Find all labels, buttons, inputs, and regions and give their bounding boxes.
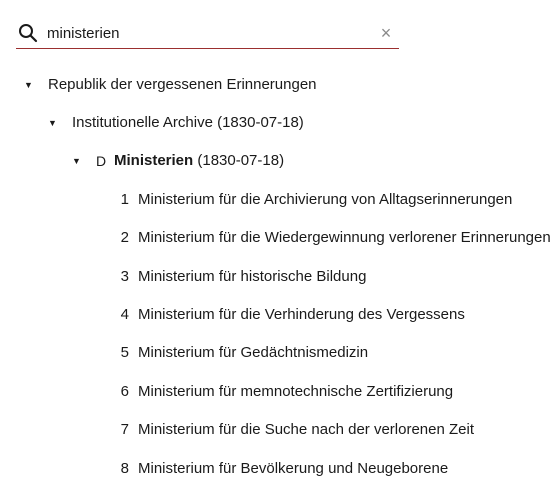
item-label: Ministerium für die Verhinderung des Vergessens [138, 306, 465, 323]
tree-node-label: Republik der vergessenen Erinnerungen [48, 76, 317, 93]
item-label: Ministerium für Gedächtnismedizin [138, 344, 369, 361]
item-number: 4 [120, 306, 129, 323]
search-input[interactable] [47, 21, 367, 45]
section-date: (1830-07-18) [197, 152, 285, 169]
clear-search-icon[interactable]: × [380, 23, 392, 43]
section-marker: D [96, 153, 107, 169]
item-label: Ministerium für historische Bildung [138, 268, 367, 285]
list-item[interactable] [0, 411, 474, 449]
item-label: Ministerium für Bevölkerung und Neugeborene [138, 460, 449, 477]
item-number: 6 [120, 383, 129, 400]
list-item[interactable] [0, 258, 416, 296]
item-number: 3 [120, 268, 129, 285]
caret-down-icon[interactable]: ▼ [48, 118, 57, 128]
tree-node-section[interactable] [0, 142, 416, 180]
item-label: Ministerium für die Suche nach der verlorenen Zeit [138, 421, 474, 438]
tree-node-group[interactable] [0, 104, 416, 142]
caret-down-icon[interactable]: ▼ [72, 156, 81, 166]
item-label: Ministerium für die Archivierung von Alltagserinnerungen [138, 191, 513, 208]
caret-down-icon[interactable]: ▼ [24, 80, 33, 90]
list-item[interactable] [0, 296, 465, 334]
list-item[interactable] [0, 450, 449, 488]
item-number: 2 [120, 229, 129, 246]
item-number: 1 [120, 191, 129, 208]
list-item[interactable] [0, 181, 513, 219]
section-label [114, 142, 284, 180]
search-icon [18, 23, 38, 43]
item-number: 5 [120, 344, 129, 361]
list-item[interactable] [0, 219, 551, 257]
item-label: Ministerium für memnotechnische Zertifizierung [138, 383, 454, 400]
section-title: Ministerien [114, 152, 194, 169]
list-item[interactable] [0, 373, 454, 411]
search-bar [16, 17, 399, 49]
item-number: 8 [120, 460, 129, 477]
list-item[interactable] [0, 334, 416, 372]
item-number: 7 [120, 421, 129, 438]
tree-node-root[interactable] [0, 66, 416, 104]
item-label: Ministerium für die Wiedergewinnung verlorener Erinnerungen [138, 229, 551, 246]
tree-node-label: Institutionelle Archive (1830-07-18) [72, 114, 304, 131]
